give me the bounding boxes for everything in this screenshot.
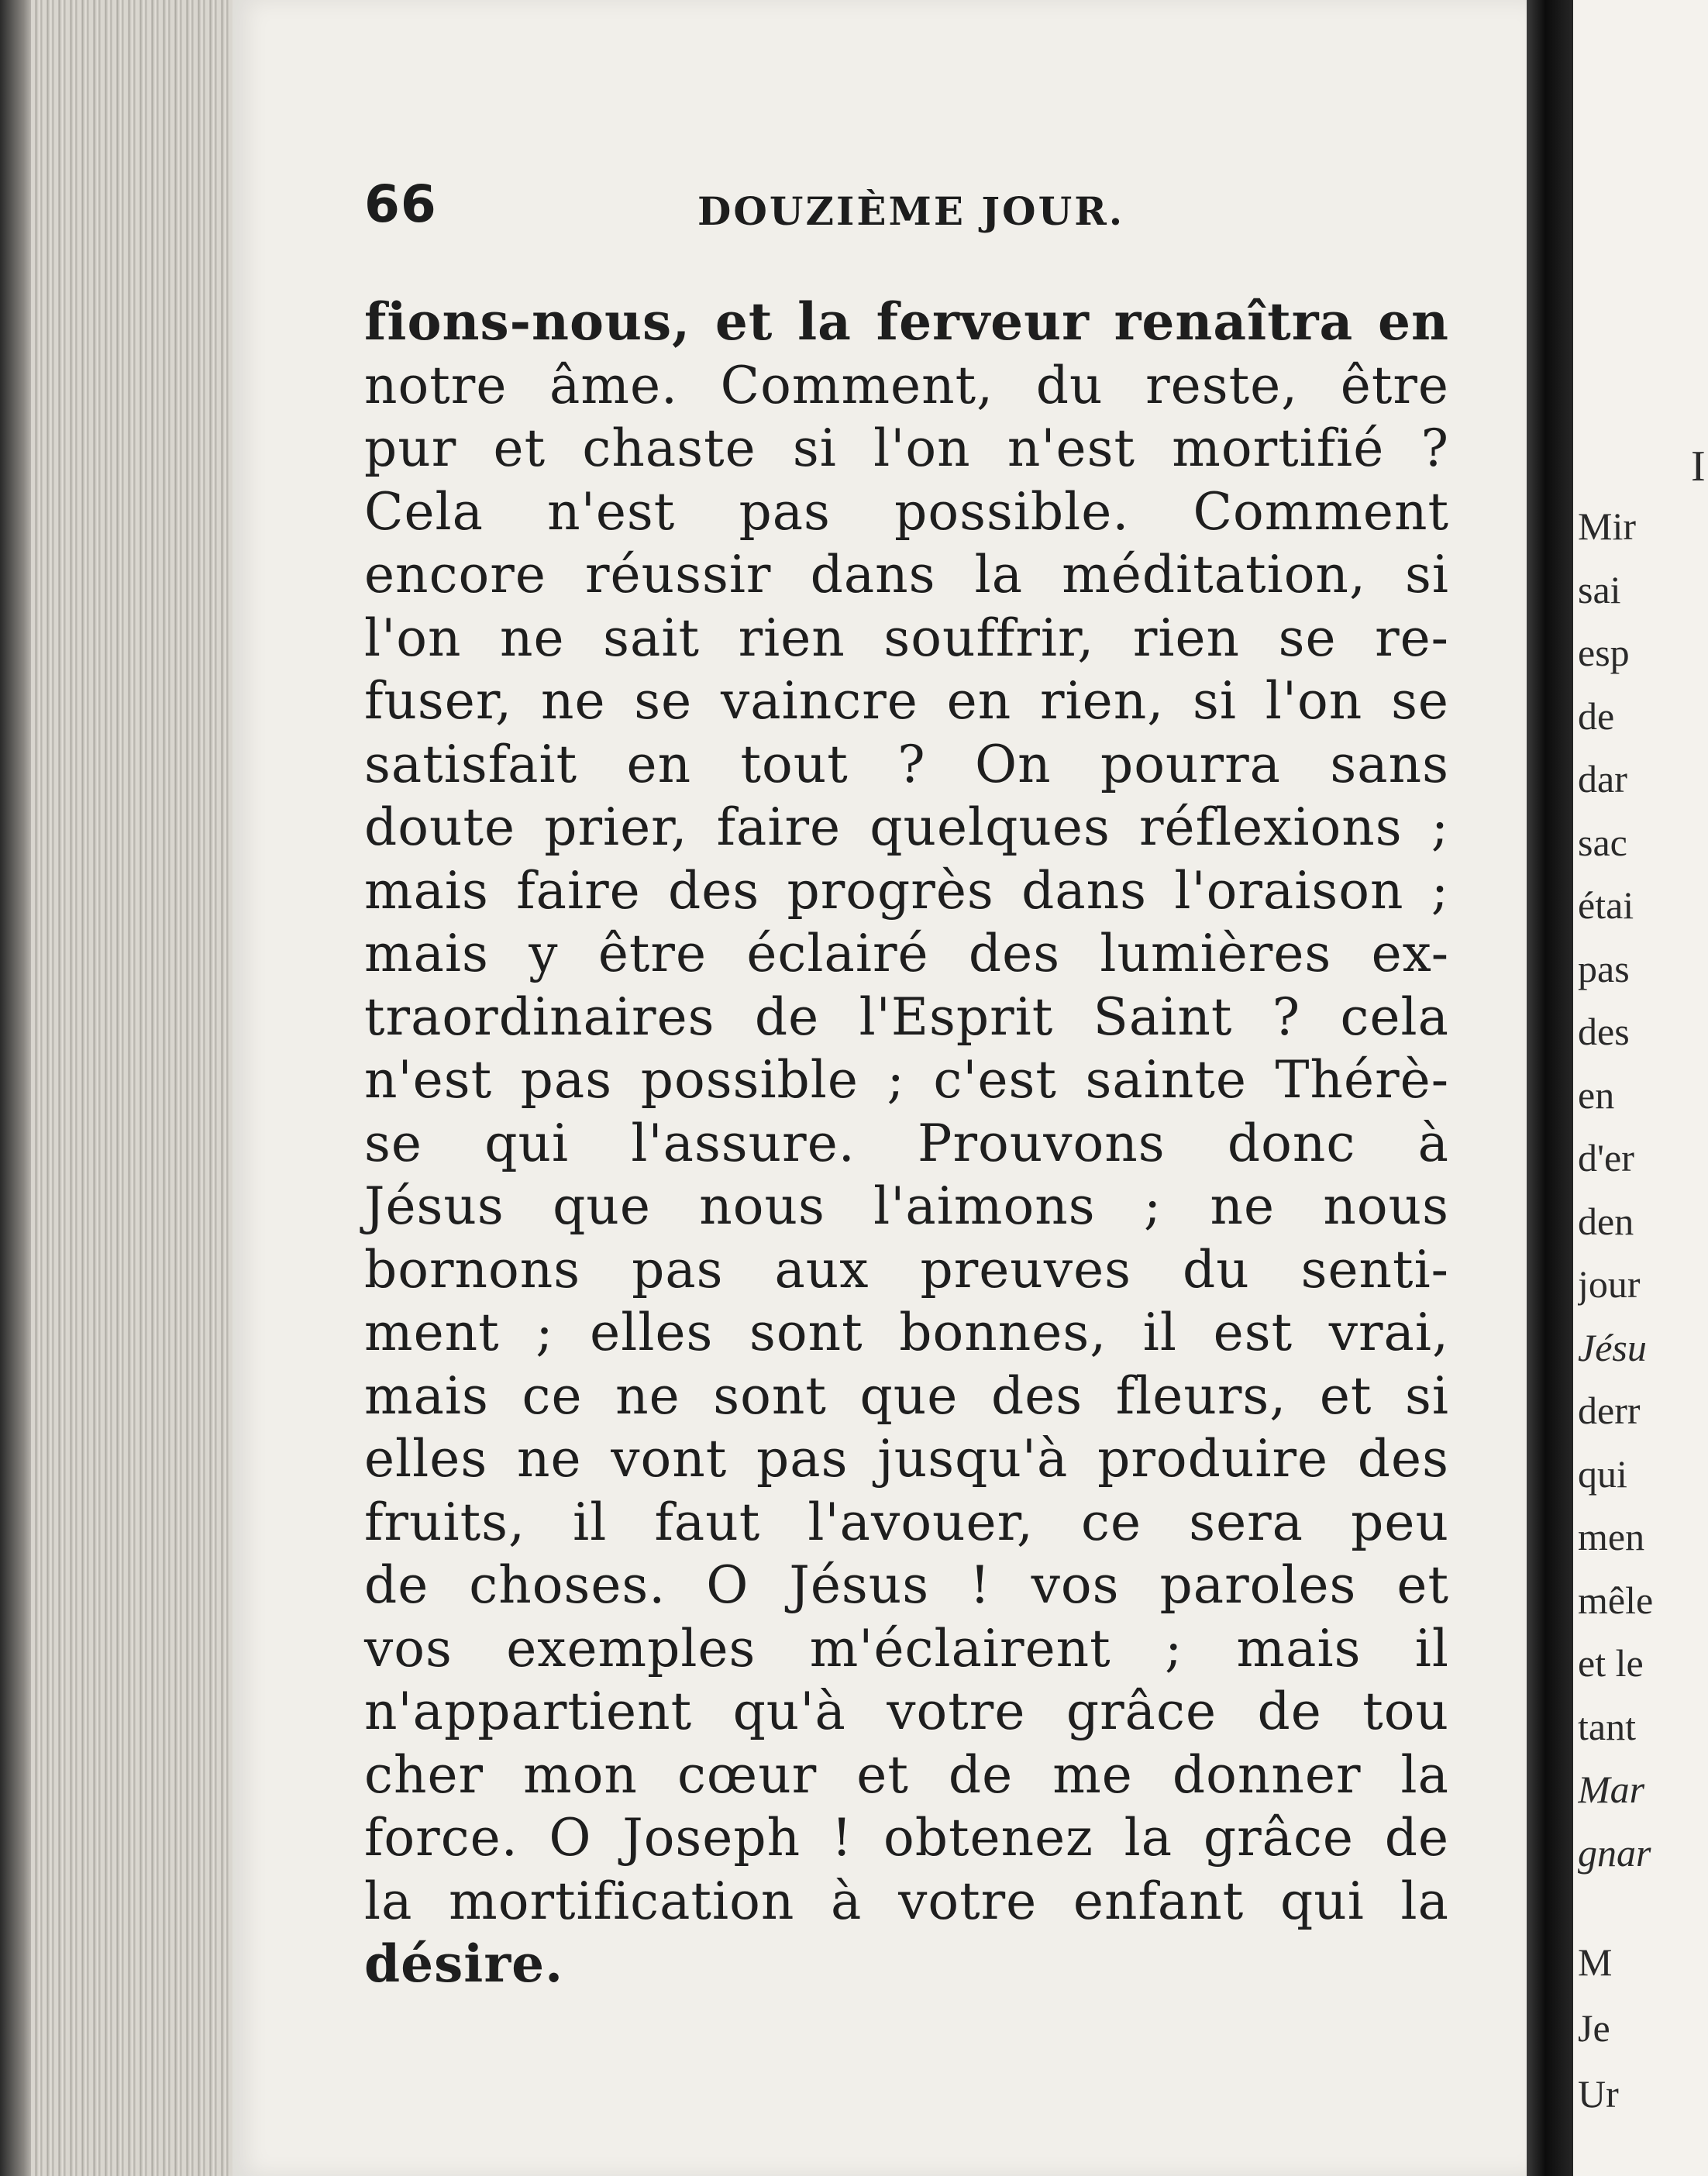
facing-page-fragment: Jésu [1578,1325,1647,1369]
facing-page-fragment: tant [1578,1704,1636,1748]
facing-page-fragment: qui [1578,1451,1627,1496]
facing-page-fragment: den [1578,1199,1634,1243]
text-line: elles ne vont pas jusqu'à produire des [364,1429,1449,1489]
text-line: fions-nous, et la ferveur renaîtra en [364,291,1449,352]
text-line: ment ; elles sont bonnes, il est vrai, [364,1303,1449,1362]
page-number: 66 [364,174,437,234]
running-head [364,174,1449,244]
facing-page-fragment: sac [1578,820,1627,864]
facing-page-fragment: pas [1578,946,1630,990]
page-edge-shadow [0,0,34,2176]
text-line: n'est pas possible ; c'est sainte Thérè- [364,1050,1449,1110]
facing-page-fragment: Mir [1578,504,1636,548]
facing-page-fragment: gnar [1578,1830,1651,1875]
text-line: mais y être éclairé des lumières ex- [364,924,1449,983]
facing-page-fragment: mêle [1578,1578,1654,1622]
facing-page-fragment: sai [1578,567,1621,611]
facing-page-fragment: derr [1578,1389,1641,1432]
text-line: Cela n'est pas possible. Comment [364,481,1449,542]
text-line: force. O Joseph ! obtenez la grâce de [364,1808,1449,1868]
facing-page [1573,0,1708,2176]
text-line: se qui l'assure. Prouvons donc à [364,1113,1449,1173]
stacked-page-edges [31,0,263,2176]
facing-page-fragment: jour [1578,1262,1641,1306]
text-line: désire. [364,1933,564,1994]
facing-page-fragment: esp [1578,631,1630,674]
facing-page-fragment: en [1578,1073,1615,1117]
text-line: cher mon cœur et de me donner la [364,1744,1449,1805]
text-line: encore réussir dans la méditation, si [364,545,1449,604]
facing-page-fragment: de [1578,694,1615,738]
text-line: traordinaires de l'Esprit Saint ? cela [364,986,1449,1047]
facing-page-fragment: I [1691,442,1706,491]
text-line: satisfait en tout ? On pourra sans [364,734,1449,794]
text-line: bornons pas aux preuves du senti- [364,1239,1449,1300]
facing-page-fragment: dar [1578,757,1627,801]
text-line: de choses. O Jésus ! vos paroles et [364,1555,1449,1615]
text-line: l'on ne sait rien souffrir, rien se re- [364,608,1449,668]
facing-page-fragment: men [1578,1515,1645,1558]
text-line: mais faire des progrès dans l'oraison ; [364,860,1449,921]
text-line: fuser, ne se vaincre en rien, si l'on se [364,671,1449,731]
text-line: la mortification à votre enfant qui la [364,1871,1449,1931]
book-gutter [1527,0,1573,2176]
facing-page-fragment: M [1578,1940,1613,1984]
facing-page-fragment: Je [1578,2006,1610,2050]
text-line: doute prier, faire quelques réflexions ; [364,797,1449,857]
text-line: pur et chaste si l'on n'est mortifié ? [364,418,1449,478]
body-text [364,291,1449,1996]
facing-page-fragment: Ur [1578,2072,1619,2116]
facing-page-fragment: des [1578,1010,1630,1053]
text-line: fruits, il faut l'avouer, ce sera peu [364,1492,1449,1552]
text-line: vos exemples m'éclairent ; mais il [364,1618,1449,1678]
facing-page-fragment: étai [1578,883,1634,927]
text-line: Jésus que nous l'aimons ; ne nous [364,1176,1449,1236]
facing-page-fragment: d'er [1578,1136,1634,1179]
facing-page-fragment: Mar [1578,1768,1645,1811]
running-title: DOUZIÈME JOUR. [697,188,1125,234]
text-line: n'appartient qu'à votre grâce de tou [364,1682,1449,1741]
facing-page-fragment: et le [1578,1641,1644,1685]
text-line: notre âme. Comment, du reste, être [364,355,1449,415]
text-line: mais ce ne sont que des fleurs, et si [364,1365,1449,1426]
